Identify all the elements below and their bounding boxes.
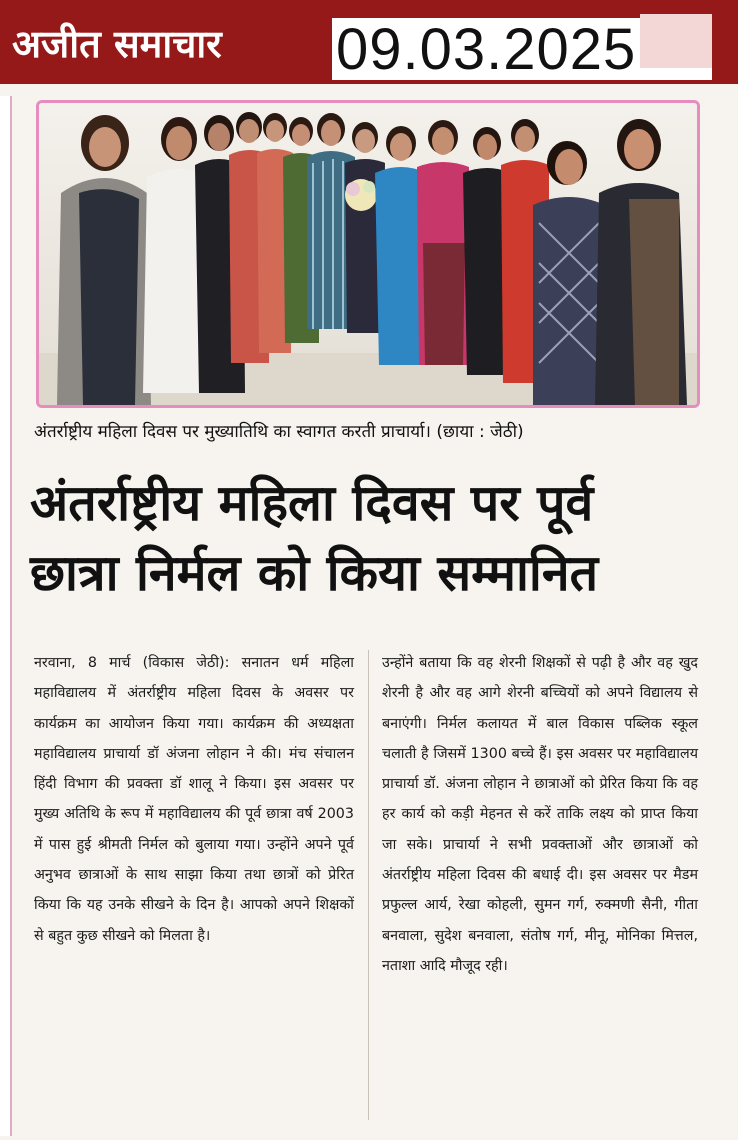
left-margin-rule (0, 96, 12, 1136)
publication-date: 09.03.2025 (336, 17, 637, 82)
article-column-left (34, 648, 354, 951)
article-text-right: उन्होंने बताया कि वह शेरनी शिक्षकों से पढ़ी है और वह खुद शेरनी है और वह आगे शेरनी बच्चियों को अपने विद्यालय से बनाएंगी। निर्मल कलायत में बाल विकास पब्लिक स्कूल चलाती है जिसमें 1300 बच्चे हैं। इस अवसर पर महाविद्यालय प्राचार्या डॉ. अंजना लोहान ने छात्राओं को प्रेरित किया कि वह हर कार्य को कड़ी मेहनत से करें ताकि लक्ष्य को प्राप्त किया जा सके। प्राचार्या ने सभी प्रवक्ताओं और छात्राओं को अंतर्राष्ट्रीय महिला दिवस की बधाई दी। इस अवसर पर मैडम प्रफुल्ल आर्य, रेखा कोहली, सुमन गर्ग, रुक्मणी सैनी, गीता बनवाला, सुदेश बनवाला, संतोष गर्ग, मीनू, मोनिका मित्तल, नताशा आदि मौजूद रही। (382, 655, 698, 974)
article-text-left: नरवाना, 8 मार्च (विकास जेठी): सनातन धर्म महिला महाविद्यालय में अंतर्राष्ट्रीय महिला दिवस के अवसर पर कार्यक्रम का आयोजन किया गया। कार्यक्रम की अध्यक्षता महाविद्यालय प्राचार्या डॉ अंजना लोहान ने की। मंच संचालन हिंदी विभाग की प्रवक्ता डॉ शालू ने किया। इस अवसर पर मुख्य अतिथि के रूप में महाविद्यालय की पूर्व छात्रा वर्ष 2003 में पास हुई श्रीमती निर्मल को बुलाया गया। उन्होंने अपने पूर्व अनुभव छात्राओं के साथ साझा किया तथा छात्रों को प्रेरित किया कि यह उनके सीखने के दिन है। आपको अपने शिक्षकों से बहुत कुछ सीखने को मिलता है। (34, 655, 354, 944)
headline (30, 468, 720, 608)
newspaper-name: अजीत समाचार (12, 22, 222, 66)
headline-line-1: अंतर्राष्ट्रीय महिला दिवस पर पूर्व (30, 474, 594, 532)
date-corner-mark (640, 14, 712, 68)
article-column-right (382, 648, 698, 981)
photo-caption: अंतर्राष्ट्रीय महिला दिवस पर मुख्यातिथि का स्वागत करती प्राचार्या। (छाया : जेठी) (34, 422, 524, 442)
column-divider (368, 650, 369, 1120)
group-photo (36, 100, 700, 408)
group-photo-illustration (39, 103, 697, 405)
headline-line-2: छात्रा निर्मल को किया सम्मानित (30, 544, 599, 602)
